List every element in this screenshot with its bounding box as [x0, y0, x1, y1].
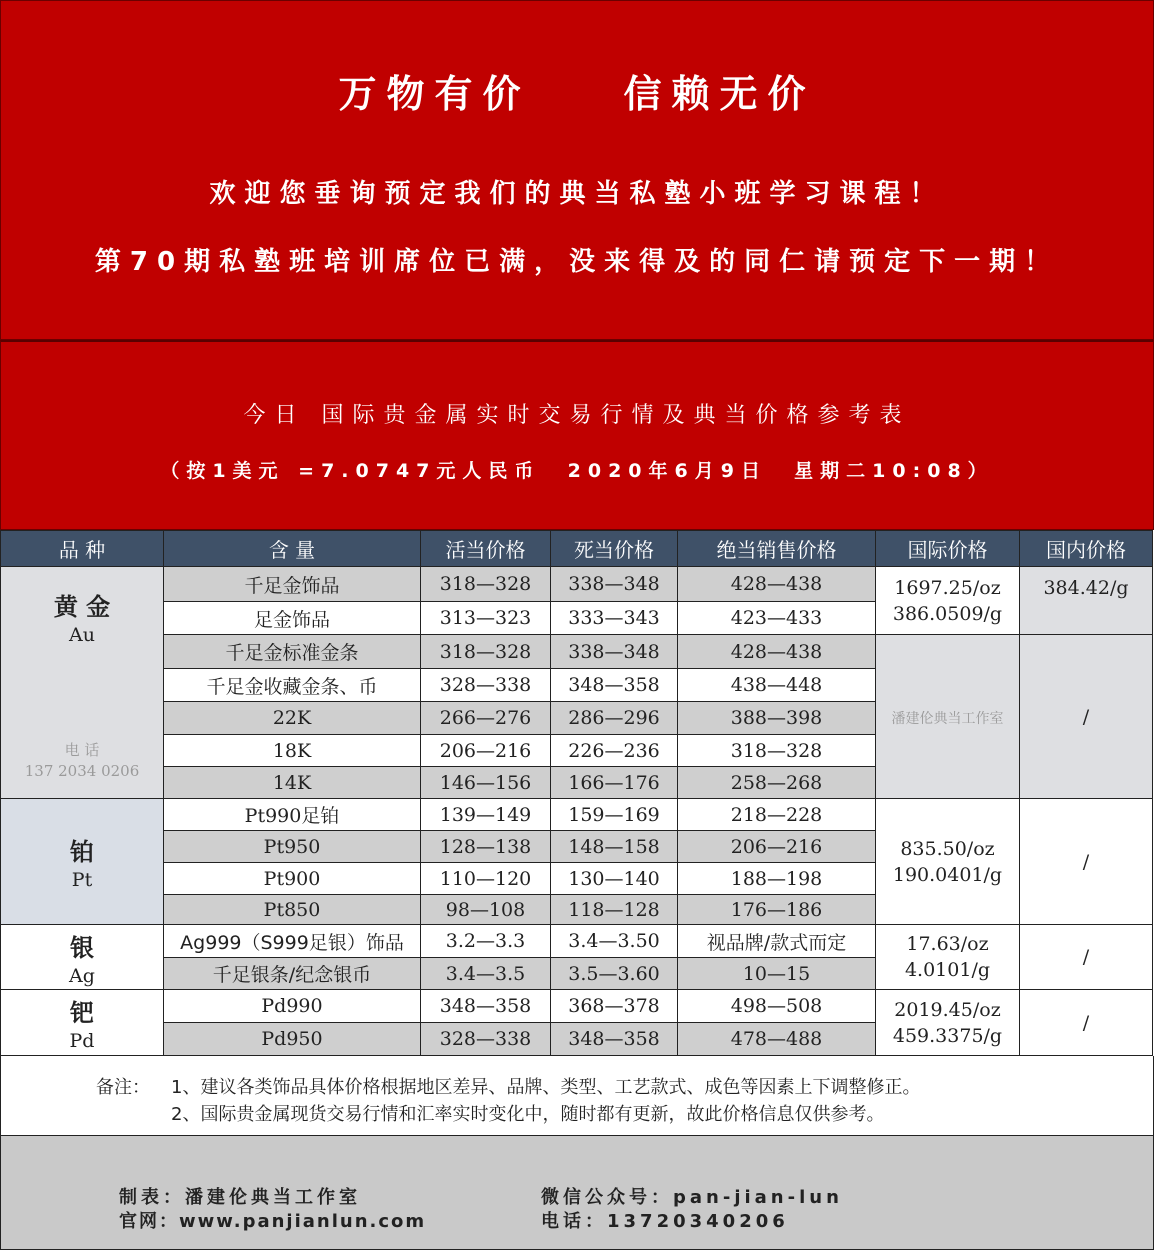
intl-gold-g: 386.0509/g — [892, 602, 1003, 625]
studio-name: 潘建伦典当工作室 — [891, 710, 1004, 727]
category-name: 银 — [70, 933, 94, 962]
live-price: 3.2—3.3 — [421, 925, 551, 958]
sale-price: 188—198 — [678, 863, 876, 895]
category-palladium — [1, 990, 164, 1056]
category-name: 黄 金 — [53, 593, 111, 621]
sale-price: 428—438 — [678, 567, 876, 602]
sale-price: 318—328 — [678, 735, 876, 767]
dead-price: 226—236 — [551, 735, 678, 767]
intl-ag-g: 4.0101/g — [904, 959, 991, 981]
note-line-2: 2、国际贵金属现货交易行情和汇率实时变化中，随时都有更新，故此价格信息仅供参考。 — [171, 1104, 885, 1125]
class-notice: 第70期私塾班培训席位已满，没来得及的同仁请预定下一期！ — [94, 247, 1060, 277]
intl-price-palladium — [876, 990, 1020, 1056]
sale-price: 206—216 — [678, 831, 876, 863]
dead-price: 338—348 — [551, 567, 678, 602]
slash-mark: / — [1082, 1011, 1090, 1034]
dead-price: 3.5—3.60 — [551, 958, 678, 990]
slogan: 万物有价 信赖无价 — [338, 72, 816, 116]
live-price: 206—216 — [421, 735, 551, 767]
note-line-1: 1、建议各类饰品具体价格根据地区差异、品牌、类型、工艺款式、成色等因素上下调整修正。 — [171, 1077, 921, 1098]
table-row — [1, 990, 1153, 1023]
item-name: 千足银条/纪念银币 — [164, 958, 421, 990]
dead-price: 348—358 — [551, 669, 678, 702]
live-price: 139—149 — [421, 799, 551, 831]
category-gold — [1, 567, 164, 799]
table-row — [1, 567, 1153, 602]
dead-price: 118—128 — [551, 895, 678, 925]
sale-price: 176—186 — [678, 895, 876, 925]
table-header-row — [1, 531, 1153, 567]
live-price: 146—156 — [421, 767, 551, 799]
notes-label: 备注： — [96, 1077, 150, 1098]
item-name: 千足金饰品 — [164, 567, 421, 602]
item-name: 千足金标准金条 — [164, 635, 421, 669]
category-name: 钯 — [70, 999, 94, 1027]
dead-price: 159—169 — [551, 799, 678, 831]
item-name: 14K — [164, 767, 421, 799]
dead-price: 130—140 — [551, 863, 678, 895]
dead-price: 348—358 — [551, 1023, 678, 1056]
header-dead-pawn: 死当价格 — [551, 531, 678, 567]
price-table — [0, 530, 1153, 1056]
live-price: 348—358 — [421, 990, 551, 1023]
header-domestic-price: 国内价格 — [1020, 531, 1153, 567]
header-category: 品 种 — [1, 531, 164, 567]
live-price: 266—276 — [421, 702, 551, 735]
footer-maker: 制表：潘建伦典当工作室 — [119, 1187, 361, 1208]
live-price: 318—328 — [421, 635, 551, 669]
category-code: Au — [69, 624, 95, 646]
exchange-rate-datetime: （按1美元 =7.0747元人民币 2020年6月9日 星期二10:08） — [160, 460, 994, 482]
domestic-price-gold — [1020, 567, 1153, 635]
footer-website: 官网：www.panjianlun.com — [119, 1211, 427, 1232]
item-name: Pd950 — [164, 1023, 421, 1056]
slash-mark: / — [1082, 850, 1090, 873]
domestic-silver-slash — [1020, 925, 1153, 990]
table-row — [1, 925, 1153, 958]
item-name: 千足金收藏金条、币 — [164, 669, 421, 702]
intl-pd-oz: 2019.45/oz — [894, 998, 1001, 1021]
sale-price: 478—488 — [678, 1023, 876, 1056]
item-name: 足金饰品 — [164, 602, 421, 635]
live-price: 328—338 — [421, 669, 551, 702]
domestic-platinum-slash — [1020, 799, 1153, 925]
sale-price: 388—398 — [678, 702, 876, 735]
sale-price: 218—228 — [678, 799, 876, 831]
dead-price: 368—378 — [551, 990, 678, 1023]
live-price: 110—120 — [421, 863, 551, 895]
category-code: Pd — [69, 1030, 95, 1052]
notes-section — [0, 1056, 1154, 1136]
category-silver — [1, 925, 164, 990]
item-name: Pt900 — [164, 863, 421, 895]
header-purity: 含 量 — [164, 531, 421, 567]
live-price: 313—323 — [421, 602, 551, 635]
footer — [0, 1136, 1154, 1250]
table-row — [1, 635, 1153, 669]
header-sale-price: 绝当销售价格 — [678, 531, 876, 567]
intl-gold-oz: 1697.25/oz — [894, 576, 1001, 599]
dead-price: 3.4—3.50 — [551, 925, 678, 958]
category-name: 铂 — [70, 838, 94, 866]
welcome-message: 欢迎您垂询预定我们的典当私塾小班学习课程！ — [209, 179, 945, 209]
dead-price: 333—343 — [551, 602, 678, 635]
phone-label: 电 话 — [64, 741, 100, 759]
dead-price: 148—158 — [551, 831, 678, 863]
item-name: Pt950 — [164, 831, 421, 863]
footer-phone: 电话：13720340206 — [541, 1211, 789, 1232]
studio-watermark — [876, 635, 1020, 799]
intl-pt-g: 190.0401/g — [892, 863, 1003, 886]
item-name: Pt850 — [164, 895, 421, 925]
sale-price: 423—433 — [678, 602, 876, 635]
phone-number: 137 2034 0206 — [24, 762, 140, 780]
banner — [0, 0, 1154, 340]
intl-price-platinum — [876, 799, 1020, 925]
live-price: 128—138 — [421, 831, 551, 863]
item-name: Pd990 — [164, 990, 421, 1023]
sale-price: 258—268 — [678, 767, 876, 799]
dead-price: 166—176 — [551, 767, 678, 799]
category-platinum — [1, 799, 164, 925]
sale-price: 10—15 — [678, 958, 876, 990]
footer-wechat: 微信公众号：pan-jian-lun — [541, 1187, 843, 1208]
item-name: 22K — [164, 702, 421, 735]
sale-price: 视品牌/款式而定 — [678, 925, 876, 958]
category-code: Pt — [71, 869, 93, 891]
domestic-gold-value: 384.42/g — [1043, 577, 1129, 599]
intl-price-gold — [876, 567, 1020, 635]
intl-pd-g: 459.3375/g — [892, 1024, 1003, 1047]
table-title-box — [0, 340, 1154, 530]
sale-price: 498—508 — [678, 990, 876, 1023]
sale-price: 428—438 — [678, 635, 876, 669]
live-price: 318—328 — [421, 567, 551, 602]
item-name: Pt990足铂 — [164, 799, 421, 831]
header-intl-price: 国际价格 — [876, 531, 1020, 567]
live-price: 98—108 — [421, 895, 551, 925]
intl-pt-oz: 835.50/oz — [900, 837, 995, 860]
slash-mark: / — [1082, 705, 1090, 728]
intl-price-silver — [876, 925, 1020, 990]
dead-price: 338—348 — [551, 635, 678, 669]
table-title: 今日 国际贵金属实时交易行情及典当价格参考表 — [243, 403, 911, 428]
live-price: 328—338 — [421, 1023, 551, 1056]
table-row — [1, 799, 1153, 831]
domestic-gold-slash — [1020, 635, 1153, 799]
live-price: 3.4—3.5 — [421, 958, 551, 990]
sale-price: 438—448 — [678, 669, 876, 702]
item-name: 18K — [164, 735, 421, 767]
slash-mark: / — [1082, 946, 1090, 968]
item-name: Ag999（S999足银）饰品 — [164, 925, 421, 958]
header-live-pawn: 活当价格 — [421, 531, 551, 567]
category-code: Ag — [69, 964, 95, 987]
intl-ag-oz: 17.63/oz — [906, 933, 989, 955]
domestic-palladium-slash — [1020, 990, 1153, 1056]
dead-price: 286—296 — [551, 702, 678, 735]
